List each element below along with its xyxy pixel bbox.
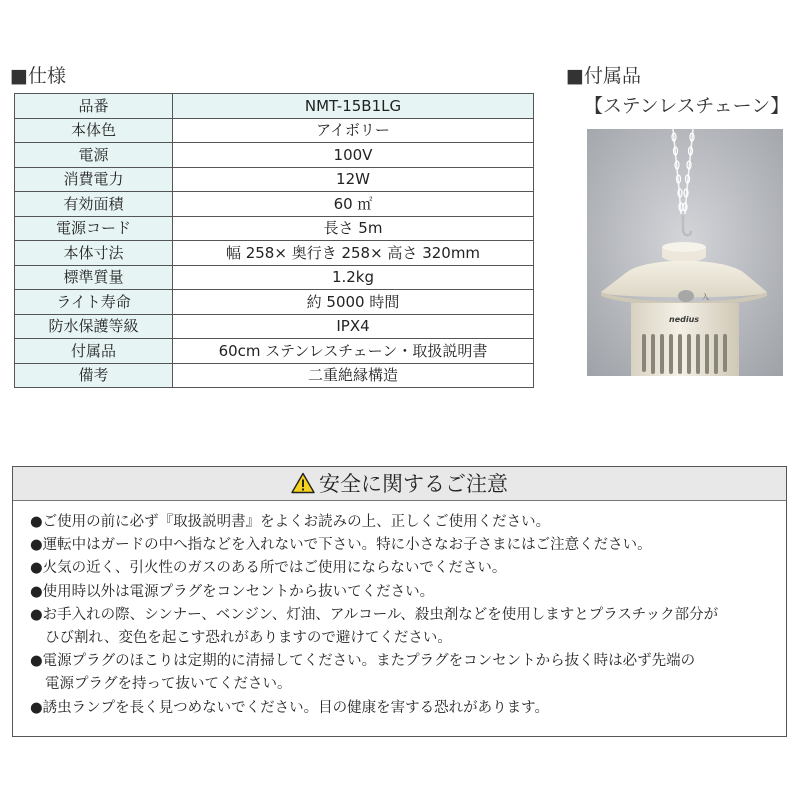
spec-row (15, 363, 534, 388)
svg-text:入: 入 (702, 293, 709, 301)
spec-heading: ■仕様 (10, 65, 66, 87)
spec-value: アイボリー (173, 118, 534, 143)
safety-title (13, 471, 786, 497)
spec-label: 付属品 (15, 339, 173, 364)
note-line: 電源プラグを持って抜いてください。 (45, 676, 292, 693)
safety-note (30, 697, 776, 720)
spec-row (15, 216, 534, 241)
spec-value: 12W (173, 167, 534, 192)
safety-note (30, 650, 776, 696)
note-line: ●運転中はガードの中へ指などを入れないで下さい。特に小さなお子さまにはご注意ください。 (30, 537, 652, 554)
spec-row (15, 241, 534, 266)
note-line: ひび割れ、変色を起こす恐れがありますので避けてください。 (45, 630, 452, 647)
spec-value: NMT-15B1LG (173, 94, 534, 119)
note-line: ●お手入れの際、シンナー、ベンジン、灯油、アルコール、殺虫剤などを使用しますとプラスチック部分が (30, 606, 719, 623)
spec-label: 本体色 (15, 118, 173, 143)
spec-value: 長さ 5m (173, 216, 534, 241)
spec-row (15, 192, 534, 217)
spec-value: IPX4 (173, 314, 534, 339)
note-line: ●使用時以外は電源プラグをコンセントから抜いてください。 (30, 583, 435, 600)
svg-text:nedius: nedius (669, 315, 700, 324)
note-line: ●火気の近く、引火性のガスのある所ではご使用にならないでください。 (30, 560, 507, 577)
spec-value: 約 5000 時間 (173, 290, 534, 315)
safety-title-bar (13, 467, 786, 501)
spec-label: 標準質量 (15, 265, 173, 290)
spec-value: 60cm ステンレスチェーン・取扱説明書 (173, 339, 534, 364)
note-line: ●誘虫ランプを長く見つめないでください。目の健康を害する恐れがあります。 (30, 699, 549, 716)
spec-row (15, 94, 534, 119)
accessory-subheading: 【ステンレスチェーン】 (584, 95, 790, 117)
safety-note (30, 557, 776, 580)
safety-notes (30, 511, 776, 720)
spec-label: 品番 (15, 94, 173, 119)
spec-value: 1.2kg (173, 265, 534, 290)
spec-row (15, 290, 534, 315)
spec-label: 消費電力 (15, 167, 173, 192)
spec-label: 備考 (15, 363, 173, 388)
spec-value: 60 ㎡ (173, 192, 534, 217)
accessory-heading: ■付属品 (566, 65, 641, 87)
spec-row (15, 118, 534, 143)
spec-label: 電源コード (15, 216, 173, 241)
spec-row (15, 314, 534, 339)
spec-label: 防水保護等級 (15, 314, 173, 339)
warning-triangle-icon (291, 472, 315, 494)
spec-label: 有効面積 (15, 192, 173, 217)
spec-label: 電源 (15, 143, 173, 168)
spec-value: 幅 258× 奥行き 258× 高さ 320mm (173, 241, 534, 266)
spec-row (15, 167, 534, 192)
spec-row (15, 265, 534, 290)
spec-row (15, 143, 534, 168)
note-line: ●ご使用の前に必ず『取扱説明書』をよくお読みの上、正しくご使用ください。 (30, 514, 551, 530)
safety-notice-box (12, 466, 787, 737)
safety-title-text: 安全に関するご注意 (319, 472, 508, 496)
note-line: ●電源プラグのほこりは定期的に清掃してください。またプラグをコンセントから抜く時は必ず先端の (30, 653, 696, 670)
spec-table (14, 93, 534, 388)
spec-label: ライト寿命 (15, 290, 173, 315)
spec-value: 100V (173, 143, 534, 168)
safety-note (30, 604, 776, 650)
spec-row (15, 339, 534, 364)
safety-note (30, 581, 776, 604)
spec-label: 本体寸法 (15, 241, 173, 266)
insect-trap-photo (587, 129, 783, 376)
safety-note (30, 534, 776, 557)
spec-value: 二重絶縁構造 (173, 363, 534, 388)
safety-note (30, 511, 776, 534)
